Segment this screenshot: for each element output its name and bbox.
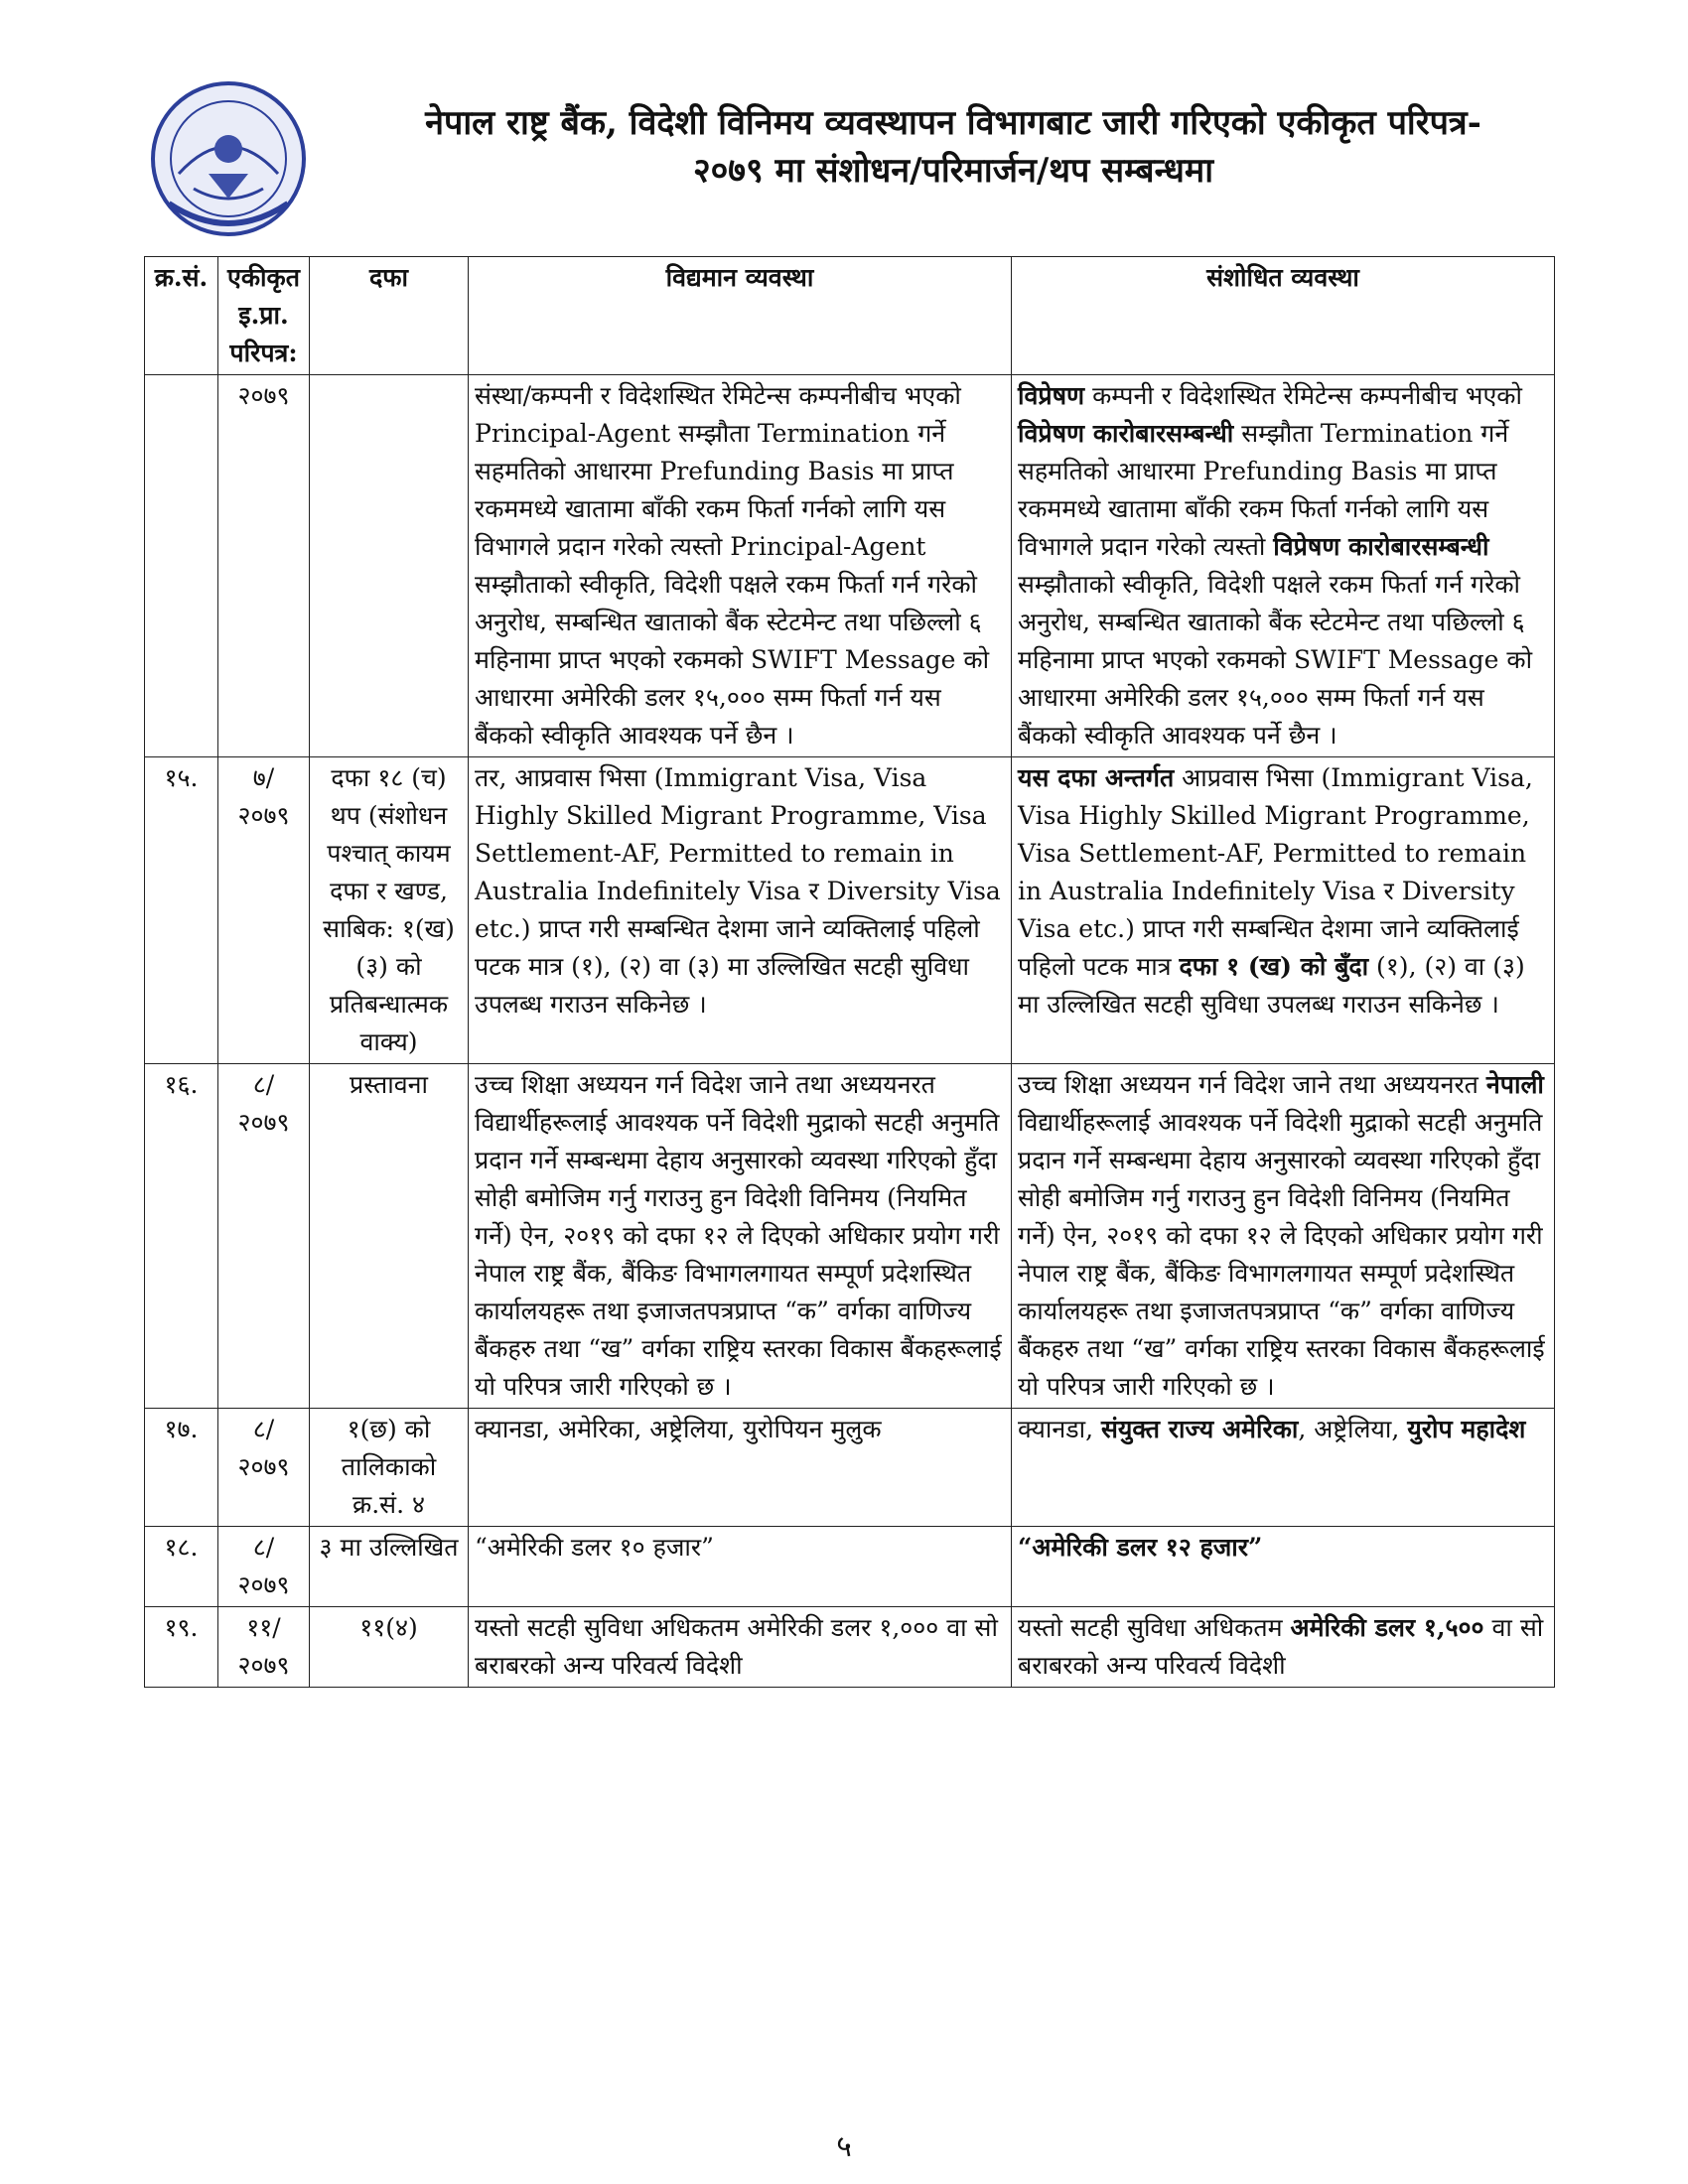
amended-text: (१), (२) वा (३) मा उल्लिखित सटही सुविधा उपलब्ध गराउन सकिनेछ । (1018, 952, 1525, 1019)
sn-cell: १८. (145, 1527, 218, 1607)
amended-text: वा सो बराबरको अन्य परिवर्त्य विदेशी (1018, 1613, 1544, 1680)
sn-cell: १७. (145, 1409, 218, 1527)
table-row (145, 1409, 1555, 1527)
document-title (338, 99, 1569, 195)
amended-text: विद्यार्थीहरूलाई आवश्यक पर्ने विदेशी मुद्राको सटही अनुमति प्रदान गर्ने सम्बन्धमा देहाय अनुसारको व्यवस्था गरिएको हुँदा सोही बमोजिम गर्नु गराउनु हुन विदेशी विनिमय (नियमित गर्ने) ऐन, २०१९ को दफा १२ ले दिएको अधिकार प्रयोग गरी नेपाल राष्ट्र बैंक, बैंकिङ विभागलगायत सम्पूर्ण प्रदेशस्थित कार्यालयहरू तथा इजाजतपत्रप्राप्त “क” वर्गका वाणिज्य बैंकहरु तथा “ख” वर्गका राष्ट्रिय स्तरका विकास बैंकहरूलाई यो परिपत्र जारी गरिएको छ । (1018, 1108, 1545, 1401)
amended-bold-text: विप्रेषण कारोबारसम्बन्धी (1018, 419, 1234, 448)
amended-provision-cell (1012, 1409, 1555, 1527)
sn-cell: १५. (145, 757, 218, 1064)
circular-cell: ८/ २०७९ (218, 1527, 310, 1607)
circular-cell: ८/ २०७९ (218, 1064, 310, 1409)
table-row (145, 1527, 1555, 1607)
clause-cell: प्रस्तावना (310, 1064, 469, 1409)
amended-text: यस्तो सटही सुविधा अधिकतम (1018, 1613, 1291, 1642)
clause-cell: ३ मा उल्लिखित (310, 1527, 469, 1607)
sn-cell: १६. (145, 1064, 218, 1409)
amended-bold-text: अमेरिकी डलर १,५०० (1290, 1613, 1484, 1642)
existing-provision-cell: “अमेरिकी डलर १० हजार” (469, 1527, 1012, 1607)
title-line-1: नेपाल राष्ट्र बैंक, विदेशी विनिमय व्यवस्थापन विभागबाट जारी गरिएको एकीकृत परिपत्र- (425, 103, 1481, 143)
table-row (145, 1064, 1555, 1409)
amended-text: सम्झौता Termination गर्ने सहमतिको आधारमा Prefunding Basis मा प्राप्त रकममध्ये खातामा बाँकी रकम फिर्ता गर्नको लागि यस विभागले प्रदान गरेको त्यस्तो (1018, 419, 1509, 561)
amended-bold-text: युरोप महादेश (1407, 1415, 1526, 1443)
clause-cell: दफा १८ (च) थप (संशोधन पश्चात् कायम दफा र खण्ड, साबिक: १(ख)(३) को प्रतिबन्धात्मक वाक्य) (310, 757, 469, 1064)
circular-cell: ७/ २०७९ (218, 757, 310, 1064)
amended-text: कम्पनी र विदेशस्थित रेमिटेन्स कम्पनीबीच भएको (1084, 381, 1522, 410)
existing-provision-cell: यस्तो सटही सुविधा अधिकतम अमेरिकी डलर १,००० वा सो बराबरको अन्य परिवर्त्य विदेशी (469, 1607, 1012, 1688)
nepal-rastra-bank-logo (149, 79, 308, 238)
amended-bold-text: नेपाली (1485, 1070, 1544, 1099)
table-header-row (145, 257, 1555, 375)
amended-provision-cell (1012, 1064, 1555, 1409)
amended-text: उच्च शिक्षा अध्ययन गर्न विदेश जाने तथा अध्ययनरत (1018, 1070, 1486, 1099)
amended-provision-cell (1012, 757, 1555, 1064)
table-row (145, 1607, 1555, 1688)
amended-bold-text: विप्रेषण (1018, 381, 1085, 410)
document-header (139, 79, 1569, 228)
existing-provision-cell: उच्च शिक्षा अध्ययन गर्न विदेश जाने तथा अध्ययनरत विद्यार्थीहरूलाई आवश्यक पर्ने विदेशी मुद्राको सटही अनुमति प्रदान गर्ने सम्बन्धमा देहाय अनुसारको व्यवस्था गरिएको हुँदा सोही बमोजिम गर्नु गराउनु हुन विदेशी विनिमय (नियमित गर्ने) ऐन, २०१९ को दफा १२ ले दिएको अधिकार प्रयोग गरी नेपाल राष्ट्र बैंक, बैंकिङ विभागलगायत सम्पूर्ण प्रदेशस्थित कार्यालयहरू तथा इजाजतपत्रप्राप्त “क” वर्गका वाणिज्य बैंकहरु तथा “ख” वर्गका राष्ट्रिय स्तरका विकास बैंकहरूलाई यो परिपत्र जारी गरिएको छ । (469, 1064, 1012, 1409)
sn-cell: १९. (145, 1607, 218, 1688)
header-clause: दफा (310, 257, 469, 375)
page-number: ५ (836, 2129, 852, 2164)
amended-text: आप्रवास भिसा (Immigrant Visa, Visa Highly Skilled Migrant Programme, Visa Settlement-AF, Permitted to remain in Australia Indefinitely Visa र Diversity Visa etc.) प्राप्त गरी सम्बन्धित देशमा जाने व्यक्तिलाई पहिलो पटक मात्र (1018, 763, 1533, 981)
header-amended: संशोधित व्यवस्था (1012, 257, 1555, 375)
circular-cell: २०७९ (218, 375, 310, 757)
clause-cell: १(छ) को तालिकाको क्र.सं. ४ (310, 1409, 469, 1527)
amended-text: , अष्ट्रेलिया, (1298, 1415, 1408, 1443)
amended-bold-text: दफा १ (ख) को बुँदा (1179, 952, 1369, 981)
title-line-2: २०७९ मा संशोधन/परिमार्जन/थप सम्बन्धमा (692, 151, 1214, 191)
amended-bold-text: यस दफा अन्तर्गत (1018, 763, 1175, 792)
header-circular: एकीकृत इ.प्रा. परिपत्र: (218, 257, 310, 375)
amended-text: क्यानडा, (1018, 1415, 1101, 1443)
amended-provision-cell (1012, 375, 1555, 757)
table-row (145, 375, 1555, 757)
clause-cell (310, 375, 469, 757)
amendment-table (144, 256, 1555, 1688)
existing-provision-cell: तर, आप्रवास भिसा (Immigrant Visa, Visa Highly Skilled Migrant Programme, Visa Settlement-AF, Permitted to remain in Australia Indefinitely Visa र Diversity Visa etc.) प्राप्त गरी सम्बन्धित देशमा जाने व्यक्तिलाई पहिलो पटक मात्र (१), (२) वा (३) मा उल्लिखित सटही सुविधा उपलब्ध गराउन सकिनेछ । (469, 757, 1012, 1064)
table-row (145, 757, 1555, 1064)
existing-provision-cell: संस्था/कम्पनी र विदेशस्थित रेमिटेन्स कम्पनीबीच भएको Principal-Agent सम्झौता Termination गर्ने सहमतिको आधारमा Prefunding Basis मा प्राप्त रकममध्ये खातामा बाँकी रकम फिर्ता गर्नको लागि यस विभागले प्रदान गरेको त्यस्तो Principal-Agent सम्झौताको स्वीकृति, विदेशी पक्षले रकम फिर्ता गर्न गरेको अनुरोध, सम्बन्धित खाताको बैंक स्टेटमेन्ट तथा पछिल्लो ६ महिनामा प्राप्त भएको रकमको SWIFT Message को आधारमा अमेरिकी डलर १५,००० सम्म फिर्ता गर्न यस बैंकको स्वीकृति आवश्यक पर्ने छैन । (469, 375, 1012, 757)
amended-bold-text: विप्रेषण कारोबारसम्बन्धी (1273, 532, 1489, 561)
circular-cell: ८/ २०७९ (218, 1409, 310, 1527)
amended-bold-text: संयुक्त राज्य अमेरिका (1100, 1415, 1299, 1443)
circular-cell: ११/ २०७९ (218, 1607, 310, 1688)
header-sn: क्र.सं. (145, 257, 218, 375)
amended-text: सम्झौताको स्वीकृति, विदेशी पक्षले रकम फिर्ता गर्न गरेको अनुरोध, सम्बन्धित खाताको बैंक स्टेटमेन्ट तथा पछिल्लो ६ महिनामा प्राप्त भएको रकमको SWIFT Message को आधारमा अमेरिकी डलर १५,००० सम्म फिर्ता गर्न यस बैंकको स्वीकृति आवश्यक पर्ने छैन । (1018, 570, 1533, 750)
existing-provision-cell: क्यानडा, अमेरिका, अष्ट्रेलिया, युरोपियन मुलुक (469, 1409, 1012, 1527)
sn-cell (145, 375, 218, 757)
clause-cell: ११(४) (310, 1607, 469, 1688)
amended-bold-text: “अमेरिकी डलर १२ हजार” (1018, 1533, 1263, 1562)
table-body (145, 375, 1555, 1688)
header-existing: विद्यमान व्यवस्था (469, 257, 1012, 375)
amended-provision-cell (1012, 1607, 1555, 1688)
amended-provision-cell (1012, 1527, 1555, 1607)
